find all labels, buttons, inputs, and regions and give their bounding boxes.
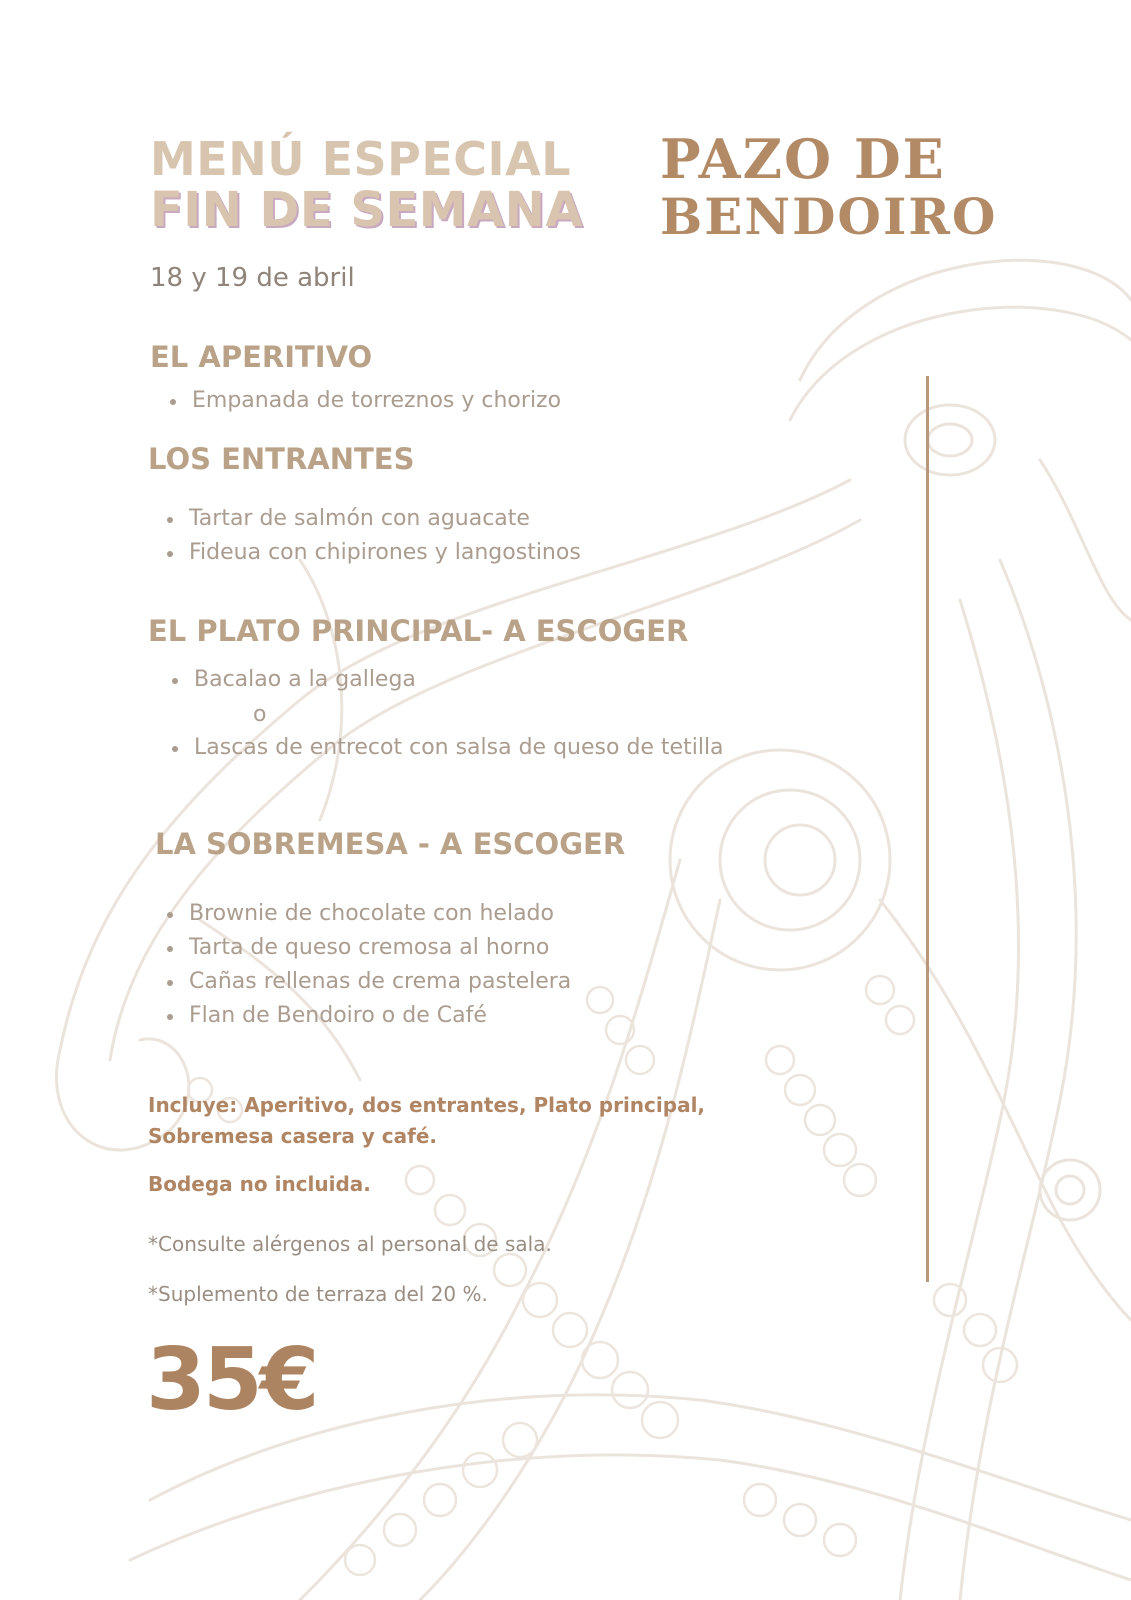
list-item: Brownie de chocolate con helado (165, 897, 571, 931)
principal-list-first (170, 663, 416, 697)
principal-list-second (170, 731, 724, 765)
aperitivo-list (168, 384, 561, 418)
list-item: Tartar de salmón con aguacate (165, 502, 581, 536)
list-item: Cañas rellenas de crema pastelera (165, 965, 571, 999)
terrace-note: *Suplemento de terraza del 20 %. (148, 1282, 488, 1306)
section-heading-principal: EL PLATO PRINCIPAL- A ESCOGER (148, 614, 689, 648)
includes-line1: Incluye: Aperitivo, dos entrantes, Plato principal, (148, 1093, 706, 1117)
section-heading-entrantes: LOS ENTRANTES (148, 442, 415, 476)
logo-line2: BENDOIRO (660, 187, 998, 246)
vertical-divider (926, 376, 929, 1282)
menu-title-line1: MENÚ ESPECIAL (150, 132, 572, 186)
includes-line2: Sobremesa casera y café. (148, 1124, 438, 1148)
allergens-note: *Consulte alérgenos al personal de sala. (148, 1232, 552, 1256)
entrantes-list (165, 502, 581, 570)
logo-line1: PAZO DE (660, 127, 946, 191)
includes-note (148, 1090, 705, 1152)
list-item: Empanada de torreznos y chorizo (168, 384, 561, 418)
list-item: Fideua con chipirones y langostinos (165, 536, 581, 570)
menu-title-line2: FIN DE SEMANA (150, 182, 583, 238)
menu-date: 18 y 19 de abril (150, 263, 355, 293)
bodega-note: Bodega no incluida. (148, 1172, 371, 1196)
list-item: Bacalao a la gallega (170, 663, 416, 697)
list-item: Lascas de entrecot con salsa de queso de tetilla (170, 731, 724, 765)
sobremesa-list (165, 897, 571, 1033)
section-heading-aperitivo: EL APERITIVO (150, 340, 373, 374)
restaurant-logo (660, 127, 998, 246)
list-item: Tarta de queso cremosa al horno (165, 931, 571, 965)
list-item: Flan de Bendoiro o de Café (165, 999, 571, 1033)
section-heading-sobremesa: LA SOBREMESA - A ESCOGER (155, 827, 626, 861)
choice-separator: o (253, 702, 267, 727)
menu-price: 35€ (146, 1330, 317, 1430)
